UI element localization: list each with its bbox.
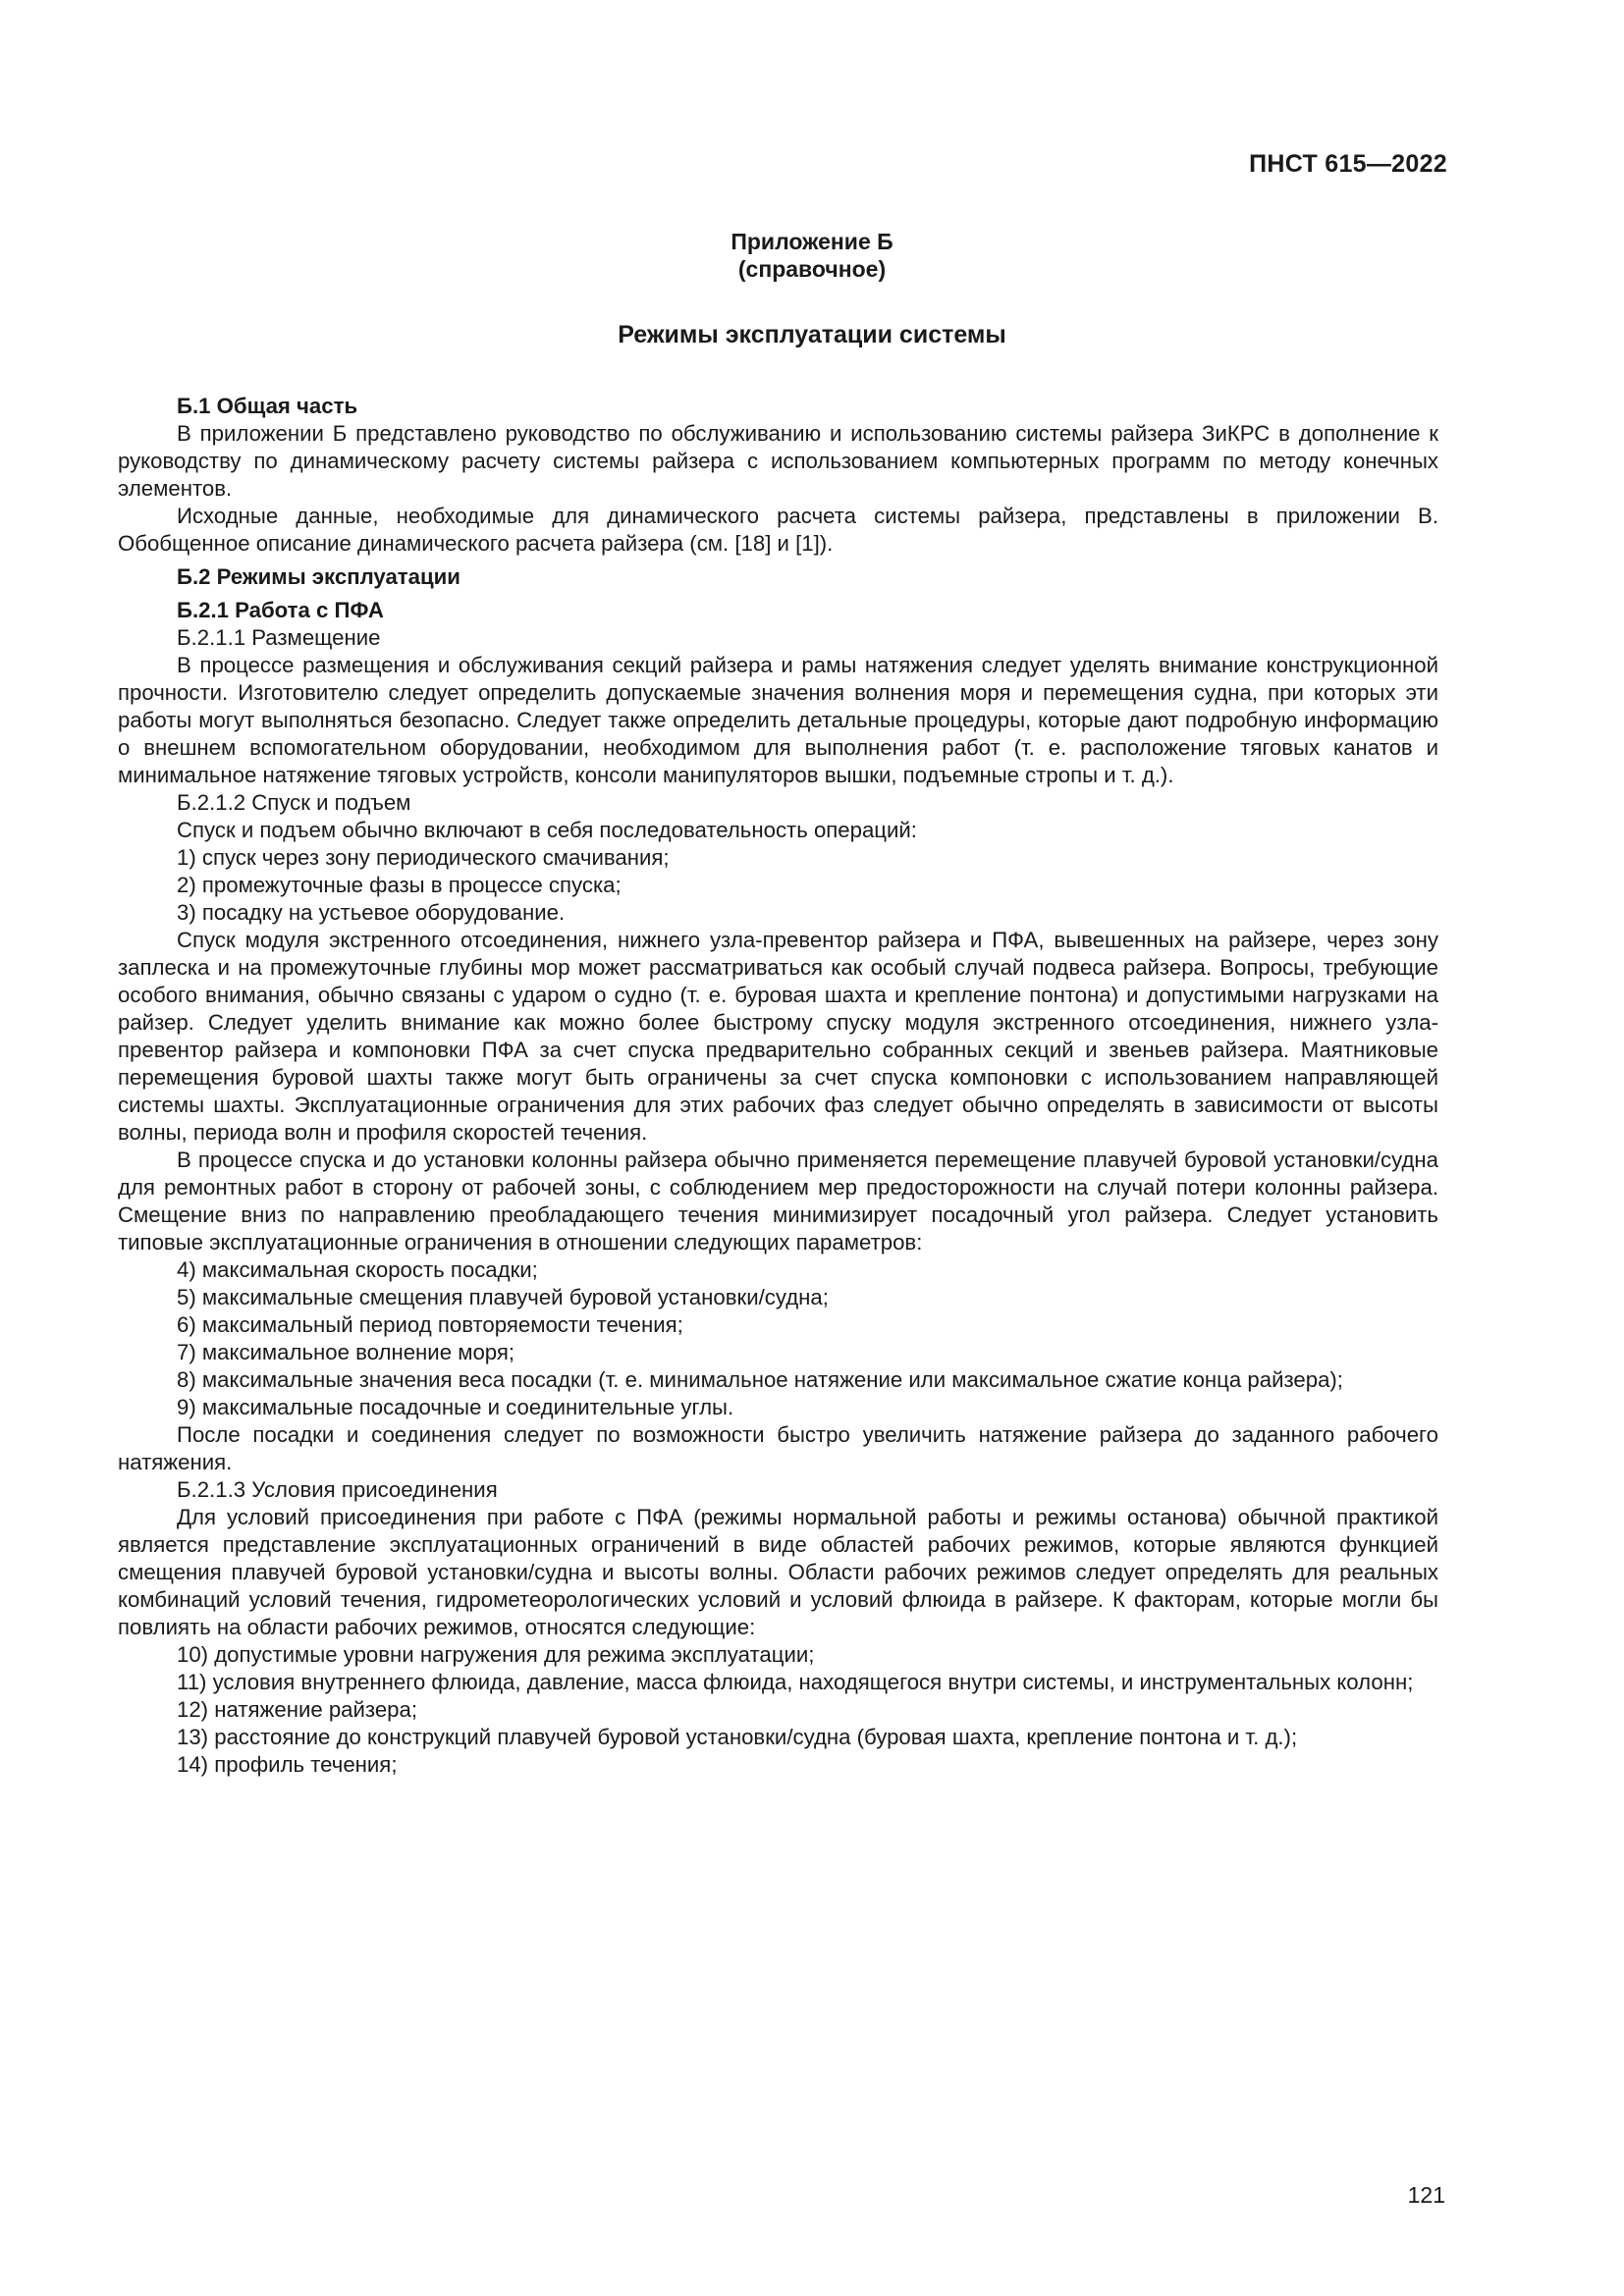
heading-b212: Б.2.1.2 Спуск и подъем — [177, 790, 411, 815]
appendix-heading — [0, 228, 1624, 283]
list-item: 10) допустимые уровни нагружения для режима эксплуатации; — [177, 1642, 815, 1667]
heading-b213: Б.2.1.3 Условия присоединения — [177, 1477, 498, 1502]
list-item: 11) условия внутреннего флюида, давление, масса флюида, находящегося внутри системы, и инструментальных колонн; — [177, 1670, 1414, 1694]
paragraph-b212-3: В процессе спуска и до установки колонны райзера обычно применяется перемещение плавучей буровой установки/судна для ремонтных работ в сторону от рабочей зоны, с соблюдением мер предосторожности на случай потери колонны райзера. Смещение вниз по направлению преобладающего течения минимизирует посадочный угол райзера. Следует установить типовые эксплуатационные ограничения в отношении следующих параметров: — [118, 1148, 1438, 1255]
paragraph-b212-4: После посадки и соединения следует по возможности быстро увеличить натяжение райзера до заданного рабочего натяжения. — [118, 1422, 1438, 1474]
heading-b211: Б.2.1.1 Размещение — [177, 625, 381, 650]
paragraph-b213-1: Для условий присоединения при работе с ПФА (режимы нормальной работы и режимы останова) обычной практикой является представление эксплуатационных ограничений в виде областей рабочих режимов, которые являются функцией смещения плавучей буровой установки/судна и высоты волны. Области рабочих режимов следует определять для реальных комбинаций условий течения, гидрометеорологических условий и условий флюида в райзере. К факторам, которые могли бы повлиять на области рабочих режимов, относятся следующие: — [118, 1505, 1438, 1639]
list-item: 8) максимальные значения веса посадки (т. е. минимальное натяжение или максимальное сжатие конца райзера); — [177, 1367, 1343, 1392]
paragraph-b1-2: Исходные данные, необходимые для динамического расчета системы райзера, представлены в приложении В. Обобщенное описание динамического расчета райзера (см. [18] и [1]). — [118, 504, 1438, 556]
appendix-label: Приложение Б — [731, 229, 893, 254]
list-item: 4) максимальная скорость посадки; — [177, 1257, 538, 1282]
list-item: 14) профиль течения; — [177, 1752, 398, 1777]
list-item: 6) максимальный период повторяемости течения; — [177, 1312, 683, 1337]
list-item: 5) максимальные смещения плавучей буровой установки/судна; — [177, 1285, 829, 1309]
document-code: ПНСТ 615—2022 — [1249, 150, 1447, 178]
list-item: 3) посадку на устьевое оборудование. — [177, 900, 566, 925]
heading-b1: Б.1 Общая часть — [177, 394, 358, 418]
appendix-type: (справочное) — [737, 256, 887, 282]
list-item: 13) расстояние до конструкций плавучей буровой установки/судна (буровая шахта, крепление понтона и т. д.); — [177, 1725, 1298, 1749]
paragraph-b212-2: Спуск модуля экстренного отсоединения, нижнего узла-превентор райзера и ПФА, вывешенных на райзере, через зону заплеска и на промежуточные глубины мор может рассматриваться как особый случай подвеса райзера. Вопросы, требующие особого внимания, обычно связаны с ударом о судно (т. е. буровая шахта и крепление понтона) и допустимыми нагрузками на райзер. Следует уделить внимание как можно более быстрому спуску модуля экстренного отсоединения, нижнего узла-превентор райзера и компоновки ПФА за счет спуска предварительно собранных секций и звеньев райзера. Маятниковые перемещения буровой шахты также могут быть ограничены за счет спуска компоновки с использованием направляющей системы шахты. Эксплуатационные ограничения для этих рабочих фаз следует обычно определять в зависимости от высоты волны, периода волн и профиля скоростей течения. — [118, 928, 1438, 1145]
list-item: 1) спуск через зону периодического смачивания; — [177, 845, 670, 870]
list-item: 2) промежуточные фазы в процессе спуска; — [177, 873, 622, 897]
section-title: Режимы эксплуатации системы — [618, 321, 1006, 348]
list-item: 12) натяжение райзера; — [177, 1697, 418, 1722]
list-item: 7) максимальное волнение моря; — [177, 1340, 515, 1364]
page-number: 121 — [1407, 2182, 1445, 2208]
paragraph-b212-intro: Спуск и подъем обычно включают в себя последовательность операций: — [177, 818, 917, 842]
paragraph-b211-1: В процессе размещения и обслуживания секций райзера и рамы натяжения следует уделять внимание конструкционной прочности. Изготовителю следует определить допускаемые значения волнения моря и перемещения судна, при которых эти работы могут выполняться безопасно. Следует также определить детальные процедуры, которые дают подробную информацию о внешнем вспомогательном оборудовании, необходимом для выполнения работ (т. е. расположение тяговых канатов и минимальное натяжение тяговых устройств, консоли манипуляторов вышки, подъемные стропы и т. д.). — [118, 653, 1438, 787]
paragraph-b1-1: В приложении Б представлено руководство по обслуживанию и использованию системы райзера ЗиКРС в дополнение к руководству по динамическому расчету системы райзера с использованием компьютерных программ по методу конечных элементов. — [118, 421, 1438, 501]
list-item: 9) максимальные посадочные и соединительные углы. — [177, 1395, 734, 1419]
heading-b21: Б.2.1 Работа с ПФА — [177, 598, 384, 622]
document-body — [118, 393, 1438, 1779]
heading-b2: Б.2 Режимы эксплуатации — [177, 564, 460, 589]
